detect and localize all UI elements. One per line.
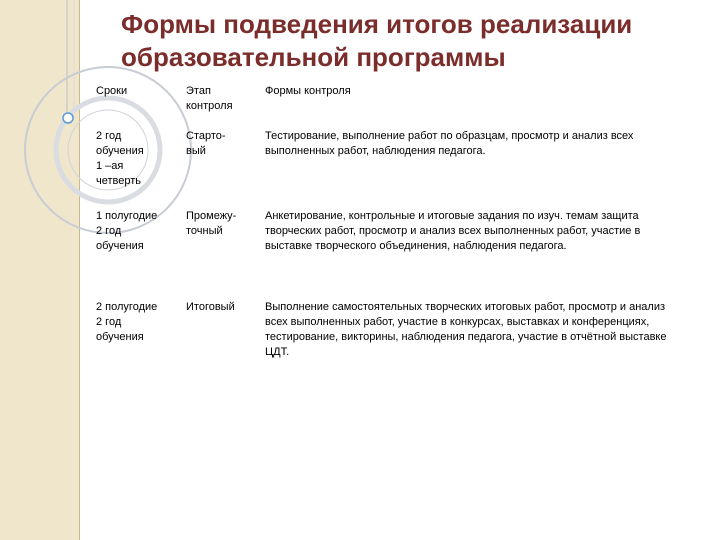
row-3-stage: Итоговый [186, 301, 235, 313]
row-1-period: 2 год обучения 1 –ая четверть [96, 130, 144, 187]
row-3-period: 2 полугодие 2 год обучения [96, 301, 158, 343]
row-2-stage: Промежу- точный [186, 210, 237, 237]
side-strip [0, 0, 79, 540]
row-2-period: 1 полугодие 2 год обучения [96, 210, 158, 252]
side-divider [79, 0, 80, 540]
slide-title: Формы подведения итогов реализации образовательной программы [121, 9, 633, 72]
row-1-forms: Тестирование, выполнение работ по образцам, просмотр и анализ всех выполненных работ, наблюдения педагога. [265, 130, 634, 157]
row-2-forms: Анкетирование, контрольные и итоговые задания по изуч. темам защита творческих работ, просмотр и анализ всех выполненных работ, участие в выставке творческого объединения, наблюдения педагога. [265, 210, 641, 252]
header-period: Сроки [96, 85, 128, 97]
row-1-stage: Старто- вый [186, 130, 226, 157]
header-forms: Формы контроля [265, 85, 351, 97]
header-stage: Этап контроля [186, 85, 233, 112]
row-3-forms: Выполнение самостоятельных творческих итоговых работ, просмотр и анализ всех выполненных работ, участие в конкурсах, выставках и конференциях, тестирование, викторины, наблюдения педагога, участие в отчётной выставке ЦДТ. [265, 301, 667, 358]
